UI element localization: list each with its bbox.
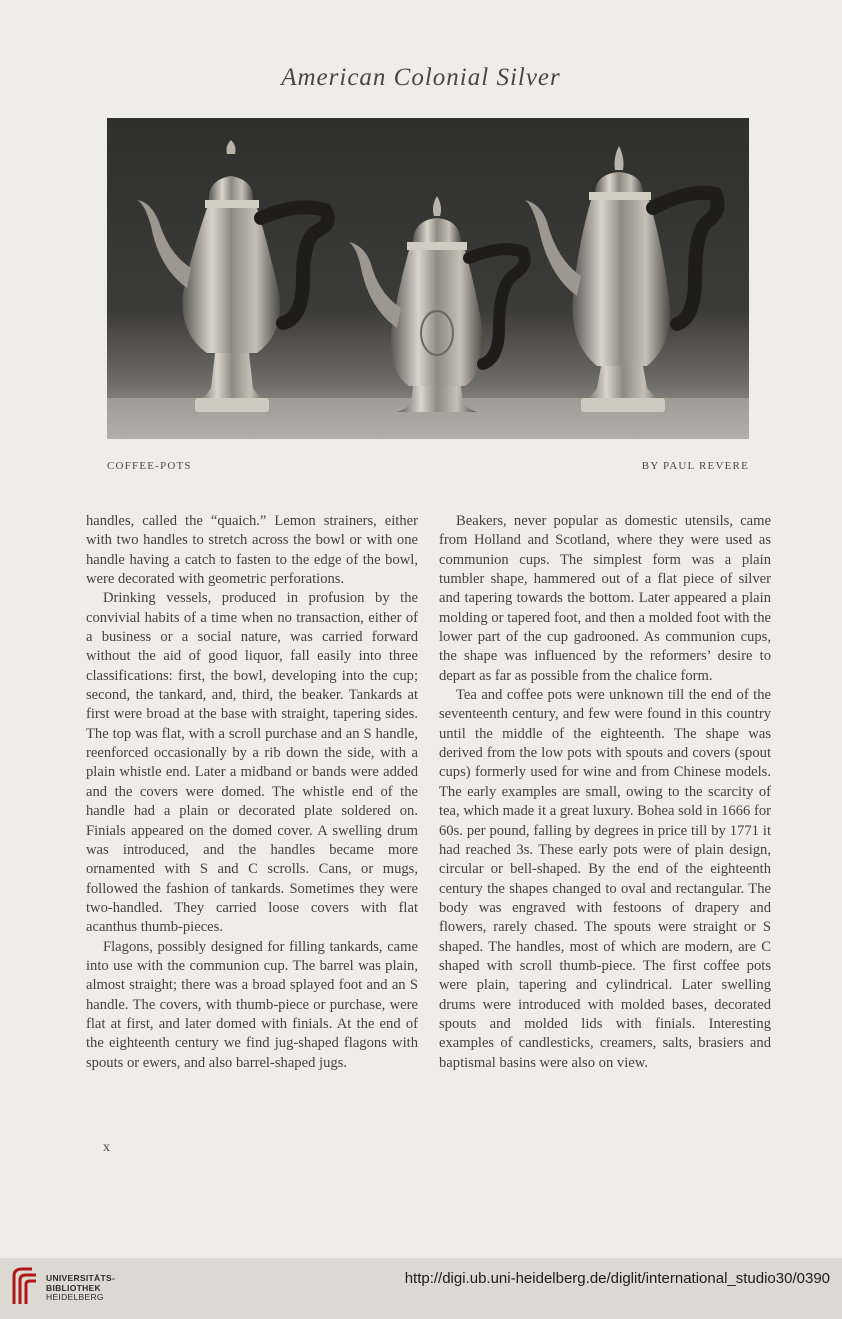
library-name-line1: UNIVERSITÄTS- (46, 1273, 116, 1283)
figure-caption-left: COFFEE-POTS (107, 460, 192, 472)
coffee-pots-illustration (107, 118, 749, 439)
paragraph: Tea and coffee pots were unknown till the end of the seventeenth century, and few were found in this country until the middle of the eighteenth. The shape was derived from the low pots with spouts and covers (spout cups) formerly used for wine and from Chinese models. The early examples are small, owing to the scarcity of tea, which made it a great luxury. Bohea sold in 1666 for 60s. per pound, falling by degrees in price till by 1771 it had reached 3s. These early pots were of plain design, circular or bell-shaped. By the end of the eighteenth century the shapes changed to oval and rectangular. The body was engraved with festoons of drapery and flowers, rarely chased. The spouts were straight or S shaped. The handles, most of which are modern, are C shaped with scroll thumb-piece. The first coffee pots were plain, tapering and cylindrical. Later swelling drums were introduced with molded bases, decorated spouts and molded lids with finials. Interesting examples of candlesticks, creamers, salts, brasiers and baptismal basins were also on view. (439, 687, 771, 1071)
text-column-left (86, 512, 418, 1073)
library-name-line3: HEIDELBERG (46, 1292, 104, 1302)
coffee-pots-photograph (107, 118, 749, 439)
text-column-right (439, 512, 771, 1073)
source-url-link[interactable]: http://digi.ub.uni-heidelberg.de/diglit/international_studio30/0390 (404, 1270, 830, 1287)
paragraph: Drinking vessels, produced in profusion by the convivial habits of a time when no transaction, either of a business or a social nature, was carried forward without the aid of good liquor, fall easily into three classifications: first, the bowl, developing into the cup; second, the tankard, and, third, the beaker. Tankards at first were broad at the base with straight, tapering sides. The top was flat, with a scroll purchase and an S handle, reenforced occasionally by a rib down the side, with a plain whistle end. Later a midband or bands were added and the covers were domed. The whistle end of the handle had a plain or decorated plate soldered on. Finials appeared on the domed cover. A swelling drum was introduced, and the handles became more ornamented with S and C scrolls. Cans, or mugs, followed the fashion of tankards. Sometimes they were two-handled. They carried loose covers with flat acanthus thumb-pieces. (86, 590, 418, 936)
paragraph: handles, called the “quaich.” Lemon strainers, either with two handles to stretch across the bowl or with one handle having a catch to fasten to the edge of the bowl, were decorated with geometric perforations. (86, 513, 418, 588)
paragraph: Beakers, never popular as domestic utensils, came from Holland and Scotland, where they were used as communion cups. The simplest form was a plain tumbler shape, hammered out of a flat piece of silver and tapering towards the bottom. Later appeared a plain molding or tapered foot, and then a molded foot with the lower part of the cup gadrooned. As communion cups, the shape was influenced by the reformers’ desire to depart as far as possible from the chalice form. (439, 513, 771, 684)
library-footer (0, 1258, 842, 1319)
paragraph: Flagons, possibly designed for filling tankards, came into use with the communion cup. The barrel was plain, almost straight; there was a broad splayed foot and an S handle. The covers, with thumb-piece or purchase, were flat at first, and later domed with finials. At the end of the eighteenth century we find jug-shaped flagons with spouts or ewers, and also barrel-shaped jugs. (86, 938, 418, 1071)
library-name (46, 1274, 115, 1303)
figure-caption-right: BY PAUL REVERE (641, 460, 749, 472)
library-logo-icon (10, 1266, 40, 1306)
running-title: American Colonial Silver (281, 64, 561, 91)
library-name-line2: BIBLIOTHEK (46, 1282, 101, 1293)
page-number: x (103, 1140, 110, 1155)
